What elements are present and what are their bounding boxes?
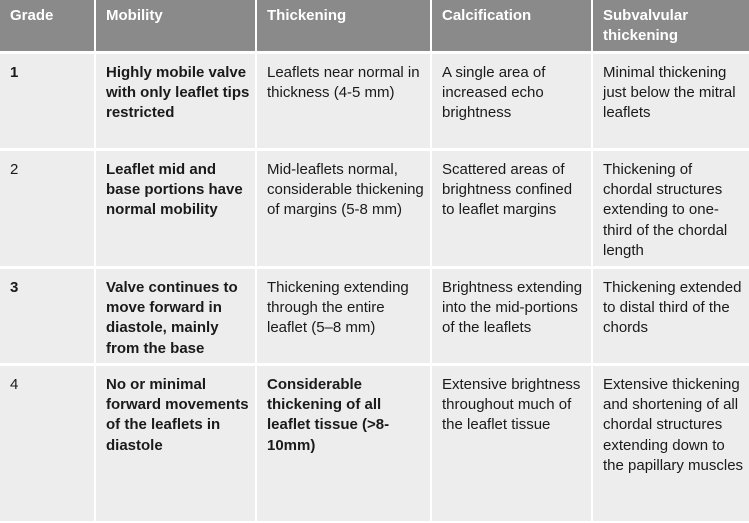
grade-cell: 2 xyxy=(0,151,96,269)
thickening-cell: Considerable thickening of all leaflet tissue (>8-10mm) xyxy=(257,366,432,521)
table-header xyxy=(0,0,749,54)
grade-cell: 1 xyxy=(0,54,96,151)
mobility-cell: No or minimal forward movements of the leaflets in diastole xyxy=(96,366,257,521)
thickening-cell: Thickening extending through the entire leaflet (5–8 mm) xyxy=(257,269,432,366)
subvalvular-cell: Thickening extended to distal third of the chords xyxy=(593,269,749,366)
table-row xyxy=(0,269,749,366)
mobility-cell: Highly mobile valve with only leaflet tips restricted xyxy=(96,54,257,151)
header-thickening: Thickening xyxy=(257,0,432,54)
header-calcification: Calcification xyxy=(432,0,593,54)
table-row xyxy=(0,54,749,151)
calcification-cell: Extensive brightness throughout much of the leaflet tissue xyxy=(432,366,593,521)
subvalvular-cell: Thickening of chordal structures extending to one-third of the chordal length xyxy=(593,151,749,269)
grade-cell: 3 xyxy=(0,269,96,366)
thickening-cell: Leaflets near normal in thickness (4-5 mm) xyxy=(257,54,432,151)
mobility-cell: Leaflet mid and base portions have normal mobility xyxy=(96,151,257,269)
table-row xyxy=(0,366,749,521)
table-body xyxy=(0,54,749,521)
calcification-cell: A single area of increased echo brightness xyxy=(432,54,593,151)
header-row xyxy=(0,0,749,54)
grade-cell: 4 xyxy=(0,366,96,521)
header-grade: Grade xyxy=(0,0,96,54)
header-mobility: Mobility xyxy=(96,0,257,54)
subvalvular-cell: Minimal thickening just below the mitral leaflets xyxy=(593,54,749,151)
header-subvalvular-thickening: Subvalvular thickening xyxy=(593,0,749,54)
table-row xyxy=(0,151,749,269)
calcification-cell: Scattered areas of brightness confined to leaflet margins xyxy=(432,151,593,269)
thickening-cell: Mid-leaflets normal, considerable thickening of margins (5-8 mm) xyxy=(257,151,432,269)
calcification-cell: Brightness extending into the mid-portions of the leaflets xyxy=(432,269,593,366)
subvalvular-cell: Extensive thickening and shortening of all chordal structures extending down to the papillary muscles xyxy=(593,366,749,521)
mobility-cell: Valve continues to move forward in diastole, mainly from the base xyxy=(96,269,257,366)
